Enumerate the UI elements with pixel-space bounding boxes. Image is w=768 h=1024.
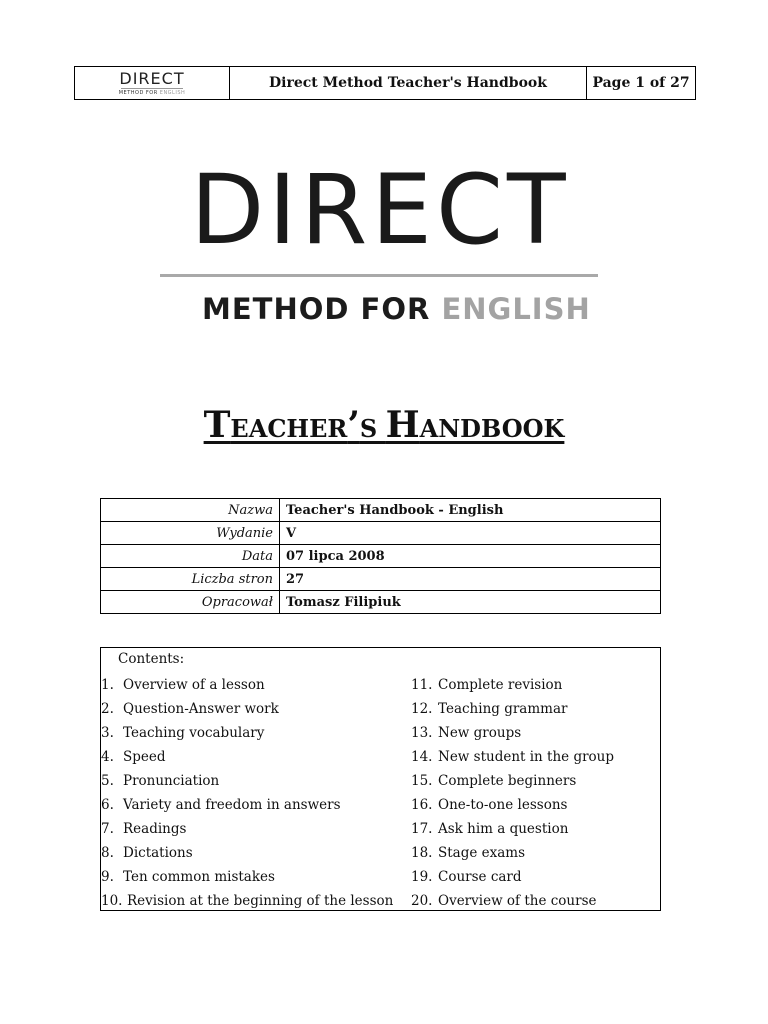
document-title (0, 404, 768, 446)
item-number: 7. (101, 821, 114, 837)
item-number: 16. (411, 797, 433, 813)
item-text: Pronunciation (123, 773, 220, 789)
item-text: Stage exams (438, 845, 526, 861)
item-text: Teaching vocabulary (123, 725, 265, 741)
title-part: ANDBOOK (419, 414, 565, 443)
list-item (411, 865, 661, 889)
item-number: 11. (411, 677, 433, 693)
title-part: EACHER (230, 414, 348, 443)
list-item (411, 745, 661, 769)
table-of-contents (100, 647, 661, 911)
meta-key: Data (101, 545, 280, 568)
table-row (101, 522, 661, 545)
list-item (101, 769, 401, 793)
list-item (101, 793, 401, 817)
item-text: Complete beginners (438, 773, 577, 789)
table-row (101, 545, 661, 568)
document-metadata-table (100, 498, 661, 614)
item-text: Question-Answer work (123, 701, 279, 717)
item-number: 9. (101, 869, 114, 885)
list-item (411, 841, 661, 865)
item-number: 13. (411, 725, 433, 741)
item-text: Speed (123, 749, 166, 765)
table-row (101, 591, 661, 614)
main-logo (160, 154, 600, 335)
item-text: Revision at the beginning of the lesson (127, 893, 394, 909)
list-item (411, 769, 661, 793)
item-number: 2. (101, 701, 114, 717)
item-number: 19. (411, 869, 433, 885)
list-item (411, 889, 661, 913)
header-logo (75, 67, 230, 99)
page-header (74, 66, 696, 100)
main-logo-rule (160, 274, 598, 277)
meta-value: Teacher's Handbook - English (280, 499, 661, 522)
table-row (101, 568, 661, 591)
list-item (411, 673, 661, 697)
main-logo-tag-light: ENGLISH (441, 292, 591, 326)
item-number: 12. (411, 701, 433, 717)
item-number: 17. (411, 821, 433, 837)
item-number: 8. (101, 845, 114, 861)
item-text: One-to-one lessons (438, 797, 568, 813)
meta-key: Wydanie (101, 522, 280, 545)
title-part: H (385, 404, 420, 446)
list-item (101, 889, 401, 913)
meta-value: Tomasz Filipiuk (280, 591, 661, 614)
meta-value: 07 lipca 2008 (280, 545, 661, 568)
item-number: 14. (411, 749, 433, 765)
list-item (101, 721, 401, 745)
item-text: New student in the group (438, 749, 615, 765)
item-number: 4. (101, 749, 114, 765)
title-part: T (203, 404, 231, 446)
header-title: Direct Method Teacher's Handbook (230, 67, 587, 99)
item-text: Readings (123, 821, 187, 837)
header-page-number: Page 1 of 27 (592, 75, 690, 91)
list-item (101, 697, 401, 721)
item-text: Ask him a question (438, 821, 569, 837)
header-logo-rule (121, 88, 183, 89)
item-text: Ten common mistakes (123, 869, 275, 885)
item-text: Complete revision (438, 677, 563, 693)
item-number: 20. (411, 893, 433, 909)
list-item (411, 721, 661, 745)
list-item (411, 817, 661, 841)
table-row (101, 499, 661, 522)
list-item (101, 865, 401, 889)
item-text: Course card (438, 869, 522, 885)
main-logo-tagline (202, 292, 591, 326)
contents-list-left (101, 673, 401, 913)
item-text: Dictations (123, 845, 193, 861)
title-part: ’ (347, 404, 360, 446)
list-item (411, 793, 661, 817)
item-number: 10. (101, 893, 123, 909)
item-number: 1. (101, 677, 114, 693)
item-number: 5. (101, 773, 114, 789)
item-text: Overview of the course (438, 893, 597, 909)
item-text: Variety and freedom in answers (123, 797, 341, 813)
header-logo-tag-dark: METHOD FOR (118, 89, 160, 96)
list-item (101, 673, 401, 697)
meta-key: Nazwa (101, 499, 280, 522)
list-item (411, 697, 661, 721)
list-item (101, 817, 401, 841)
meta-value: 27 (280, 568, 661, 591)
contents-label: Contents: (118, 651, 185, 667)
meta-value: V (280, 522, 661, 545)
item-text: Overview of a lesson (123, 677, 265, 693)
list-item (101, 841, 401, 865)
list-item (101, 745, 401, 769)
header-logo-word: DIRECT (119, 68, 185, 88)
meta-key: Liczba stron (101, 568, 280, 591)
title-part: S (359, 414, 386, 443)
header-logo-tagline (119, 90, 186, 96)
item-number: 18. (411, 845, 433, 861)
item-number: 3. (101, 725, 114, 741)
main-logo-tag-dark: METHOD FOR (202, 292, 442, 326)
header-logo-tag-light: ENGLISH (159, 89, 186, 96)
item-text: New groups (438, 725, 522, 741)
item-text: Teaching grammar (438, 701, 568, 717)
main-logo-word: DIRECT (190, 154, 570, 266)
contents-list-right (411, 673, 661, 913)
meta-key: Opracował (101, 591, 280, 614)
item-number: 6. (101, 797, 114, 813)
item-number: 15. (411, 773, 433, 789)
